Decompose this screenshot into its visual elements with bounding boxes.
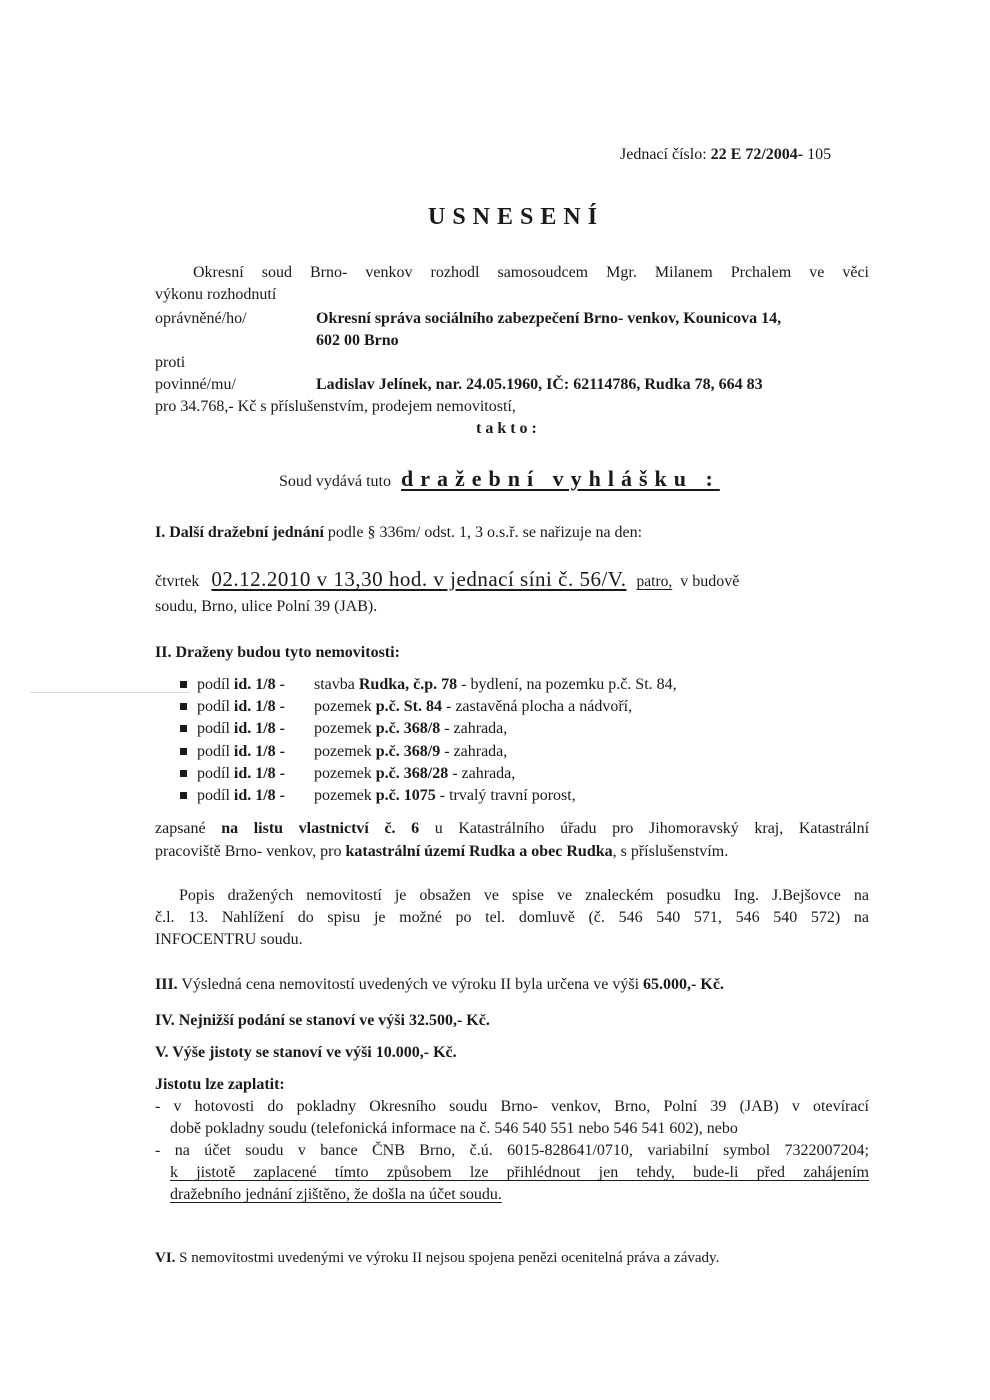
ref-page: 105: [807, 146, 832, 163]
hearing-address: soudu, Brno, ulice Polní 39 (JAB).: [155, 598, 378, 615]
decree-prefix: Soud vydává tuto: [279, 473, 391, 490]
scan-line: [30, 692, 190, 693]
description-line-1: Popis dražených nemovitostí je obsažen ve spise ve znaleckém posudku Ing. J.Bejšovce na: [179, 887, 869, 904]
section-5: V. Výše jistoty se stanoví ve výši 10.000,- Kč.: [155, 1044, 457, 1061]
bullet-icon: [180, 748, 187, 755]
section-1: I. Další dražební jednání podle § 336m/ odst. 1, 3 o.s.ř. se nařizuje na den:: [155, 524, 643, 541]
property-item: podíl id. 1/8 - pozemek p.č. 368/8 - zahrada,: [180, 720, 507, 738]
obliged-label: povinné/mu/: [155, 376, 236, 393]
registry-line-2: pracoviště Brno- venkov, pro katastrální území Rudka a obec Rudka, s příslušenstvím.: [155, 843, 729, 860]
bullet-icon: [180, 703, 187, 710]
section-2-heading: II. Draženy budou tyto nemovitosti:: [155, 644, 400, 661]
property-item: podíl id. 1/8 - pozemek p.č. St. 84 - zastavěná plocha a nádvoří,: [180, 698, 632, 716]
entitled-value-2: 602 00 Brno: [316, 332, 399, 349]
against-label: proti: [155, 354, 186, 371]
ref-label: Jednací číslo:: [620, 146, 707, 163]
hearing-building: v budově: [680, 573, 740, 590]
bullet-icon: [180, 681, 187, 688]
bullet-icon: [180, 725, 187, 732]
description-line-2: č.l. 13. Nahlížení do spisu je možné po tel. domluvě (č. 546 540 571, 546 540 572) na: [155, 909, 869, 926]
section-4: IV. Nejnižší podání se stanoví ve výši 32.500,- Kč.: [155, 1012, 490, 1029]
ref-number: 22 E 72/2004-: [710, 146, 804, 163]
intro-line-1: Okresní soud Brno- venkov rozhodl samosoudcem Mgr. Milanem Prchalem ve věci: [193, 264, 869, 281]
property-item: podíl id. 1/8 - stavba Rudka, č.p. 78 - bydlení, na pozemku p.č. St. 84,: [180, 676, 677, 694]
section-6: VI. S nemovitostmi uvedenými ve výroku II nejsou spojena penězi ocenitelná práva a závady.: [155, 1250, 720, 1266]
property-item: podíl id. 1/8 - pozemek p.č. 1075 - trvalý travní porost,: [180, 787, 576, 805]
property-item: podíl id. 1/8 - pozemek p.č. 368/28 - zahrada,: [180, 765, 515, 783]
intro-line-2: výkonu rozhodnutí: [155, 286, 277, 303]
entitled-label: oprávněné/ho/: [155, 310, 247, 327]
hearing-floor: patro,: [636, 573, 673, 590]
registry-line-1: zapsané na listu vlastnictví č. 6 u Katastrálního úřadu pro Jihomoravský kraj, Katastrální: [155, 820, 870, 837]
payment-line-5: dražebního jednání zjištěno, že došla na účet soudu.: [170, 1186, 502, 1203]
reference-number: [620, 146, 831, 164]
hearing-datetime: 02.12.2010 v 13,30 hod. v jednací síni č. 56/V.: [211, 567, 627, 591]
entitled-value-1: Okresní správa sociálního zabezpečení Brno- venkov, Kounicova 14,: [316, 310, 782, 327]
property-item: podíl id. 1/8 - pozemek p.č. 368/9 - zahrada,: [180, 743, 507, 761]
bullet-icon: [180, 770, 187, 777]
amount-line: pro 34.768,- Kč s příslušenstvím, prodejem nemovitostí,: [155, 398, 516, 415]
section-3: III. Výsledná cena nemovitostí uvedených ve výroku II byla určena ve výši 65.000,- Kč.: [155, 976, 724, 993]
decree-title: dražební vyhlášku :: [401, 466, 720, 491]
decree-heading: [279, 466, 720, 492]
description-line-3: INFOCENTRU soudu.: [155, 931, 303, 948]
takto-label: takto:: [476, 420, 541, 437]
payment-heading: Jistotu lze zaplatit:: [155, 1076, 285, 1093]
obliged-value: Ladislav Jelínek, nar. 24.05.1960, IČ: 62114786, Rudka 78, 664 83: [316, 376, 763, 393]
payment-line-2: době pokladny soudu (telefonická informace na č. 546 540 551 nebo 546 541 602), nebo: [170, 1120, 738, 1137]
payment-line-4: k jistotě zaplacené tímto způsobem lze přihlédnout jen tehdy, bude-li před zahájením: [170, 1164, 869, 1181]
hearing-date-line: [155, 567, 739, 592]
hearing-day: čtvrtek: [155, 573, 200, 590]
bullet-icon: [180, 792, 187, 799]
payment-line-3: - na účet soudu v bance ČNB Brno, č.ú. 6015-828641/0710, variabilní symbol 7322007204;: [155, 1142, 869, 1159]
payment-line-1: - v hotovosti do pokladny Okresního soudu Brno- venkov, Brno, Polní 39 (JAB) v otevírací: [155, 1098, 869, 1115]
page-title: USNESENÍ: [428, 204, 605, 230]
